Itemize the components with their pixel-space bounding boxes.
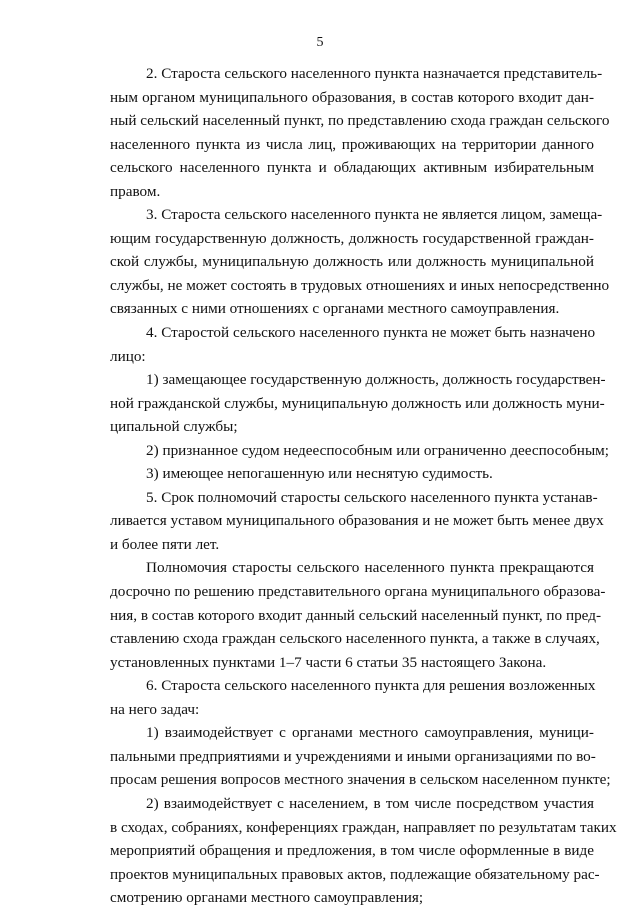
text-line: службы, не может состоять в трудовых отношениях и иных непосредственно [110, 276, 610, 294]
text-line: связанных с ними отношениях с органами местного самоуправления. [110, 300, 560, 318]
text-line: досрочно по решению представительного органа муниципального образова- [110, 583, 606, 601]
text-line: ющим государственную должность, должность государственной граждан- [110, 229, 594, 247]
text-line: ливается уставом муниципального образования и не может быть менее двух [110, 512, 604, 530]
text-line: 6. Староста сельского населенного пункта для решения возложенных [146, 677, 596, 695]
text-line: проектов муниципальных правовых актов, подлежащие обязательному рас- [110, 865, 600, 883]
text-line: 2) взаимодействует с населением, в том числе посредством участия [146, 794, 594, 812]
text-line: ния, в состав которого входит данный сельский населенный пункт, по пред- [110, 606, 601, 624]
document-body [110, 62, 617, 910]
text-line: 3. Староста сельского населенного пункта не является лицом, замеща- [146, 206, 603, 224]
text-line: и более пяти лет. [110, 535, 220, 553]
text-line: сельского населенного пункта и обладающих активным избирательным [110, 159, 594, 177]
text-line: Полномочия старосты сельского населенного пункта прекращаются [146, 559, 594, 577]
text-line: 3) имеющее непогашенную или неснятую судимость. [146, 465, 493, 483]
text-line: просам решения вопросов местного значения в сельском населенном пункте; [110, 771, 611, 789]
page-number: 5 [316, 35, 324, 50]
text-line: ставлению схода граждан сельского населенного пункта, а также в случаях, [110, 630, 600, 648]
text-line: установленных пунктами 1–7 части 6 статьи 35 настоящего Закона. [110, 653, 547, 671]
text-line: пальными предприятиями и учреждениями и иными организациями по во- [110, 747, 596, 765]
text-line: мероприятий обращения и предложения, в том числе оформленные в виде [110, 842, 594, 860]
text-line: ный сельский населенный пункт, по представлению схода граждан сельского [110, 112, 610, 130]
text-line: 5. Срок полномочий старосты сельского населенного пункта устанав- [146, 488, 598, 506]
text-line: 1) замещающее государственную должность, должность государствен- [146, 371, 606, 389]
text-line: правом. [110, 182, 161, 200]
text-line: ской службы, муниципальную должность или должность муниципальной [110, 253, 594, 271]
text-line: 4. Старостой сельского населенного пункта не может быть назначено [146, 324, 596, 342]
text-line: 2. Староста сельского населенного пункта назначается представитель- [146, 65, 603, 82]
text-line: смотрению органами местного самоуправления; [110, 889, 424, 907]
text-line: лицо: [110, 347, 146, 365]
text-line: в сходах, собраниях, конференциях граждан, направляет по результатам таких [110, 818, 617, 836]
text-line: ным органом муниципального образования, в состав которого входит дан- [110, 88, 594, 106]
text-line: на него задач: [110, 700, 200, 718]
text-line: 2) признанное судом недееспособным или ограниченно дееспособным; [146, 441, 609, 459]
text-line: ципальной службы; [110, 418, 238, 436]
text-line: ной гражданской службы, муниципальную должность или должность муни- [110, 394, 605, 412]
text-line: населенного пункта из числа лиц, проживающих на территории данного [110, 135, 594, 153]
text-line: 1) взаимодействует с органами местного самоуправления, муници- [146, 724, 594, 742]
